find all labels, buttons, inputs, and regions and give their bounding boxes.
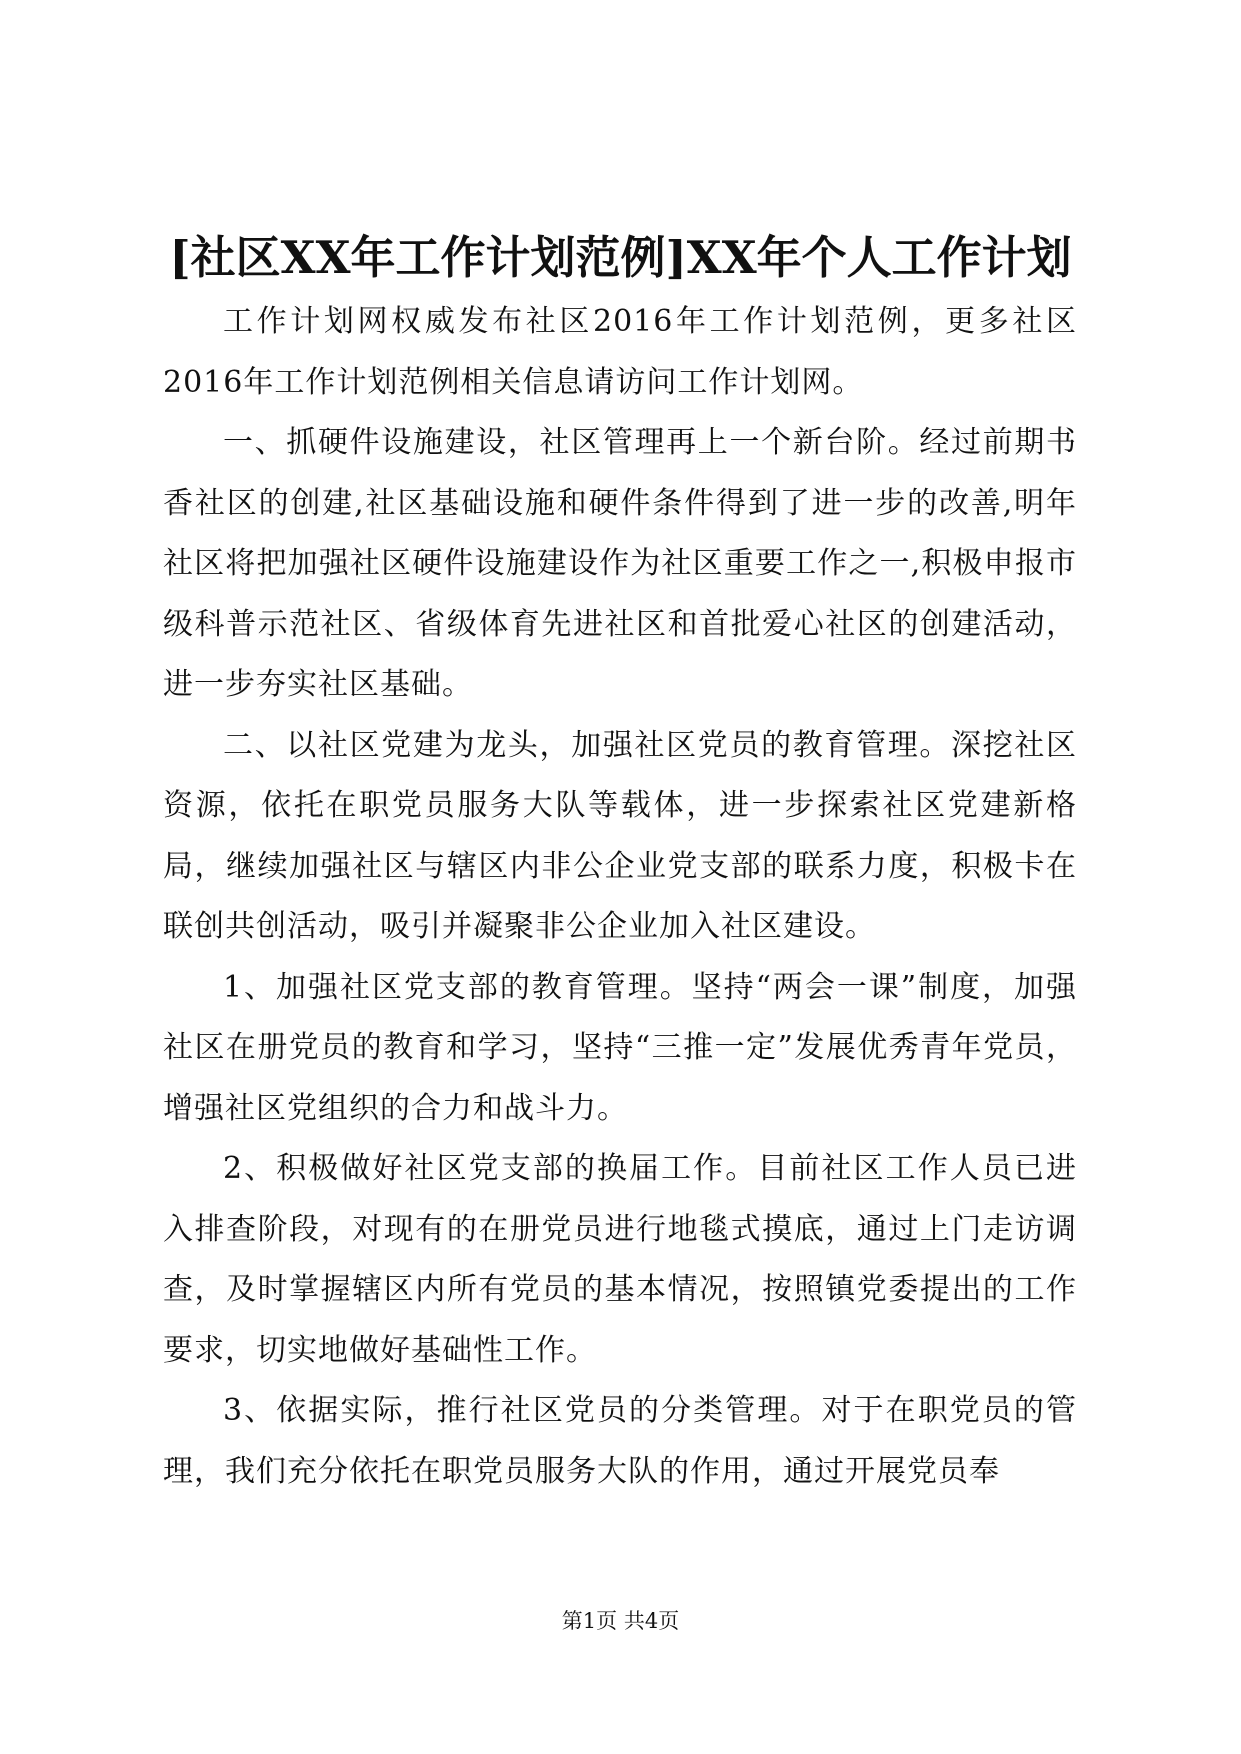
paragraph-intro: 工作计划网权威发布社区2016年工作计划范例，更多社区2016年工作计划范例相关信息请访问工作计划网。 (163, 304, 1077, 400)
paragraph-section-2: 二、以社区党建为龙头，加强社区党员的教育管理。深挖社区资源，依托在职党员服务大队等载体，进一步探索社区党建新格局，继续加强社区与辖区内非公企业党支部的联系力度，积极卡在联创共创活动，吸引并凝聚非公企业加入社区建设。 (163, 727, 1077, 944)
document-title: [社区XX年工作计划范例]XX年个人工作计划 (169, 231, 1072, 284)
paragraph-item-3: 3、依据实际，推行社区党员的分类管理。对于在职党员的管理，我们充分依托在职党员服务大队的作用，通过开展党员奉 (163, 1393, 1077, 1489)
paragraph-section-1: 一、抓硬件设施建设，社区管理再上一个新台阶。经过前期书香社区的创建,社区基础设施和硬件条件得到了进一步的改善,明年社区将把加强社区硬件设施建设作为社区重要工作之一,积极申报市级科普示范社区、省级体育先进社区和首批爱心社区的创建活动，进一步夯实社区基础。 (163, 425, 1077, 702)
paragraph-item-1: 1、加强社区党支部的教育管理。坚持“两会一课”制度，加强社区在册党员的教育和学习，坚持“三推一定”发展优秀青年党员，增强社区党组织的合力和战斗力。 (163, 969, 1077, 1126)
document-body (163, 292, 1077, 1502)
paragraph-item-2: 2、积极做好社区党支部的换届工作。目前社区工作人员已进入排查阶段，对现有的在册党员进行地毯式摸底，通过上门走访调查，及时掌握辖区内所有党员的基本情况，按照镇党委提出的工作要求，切实地做好基础性工作。 (163, 1151, 1077, 1368)
page-number-footer: 第1页 共4页 (561, 1609, 680, 1633)
